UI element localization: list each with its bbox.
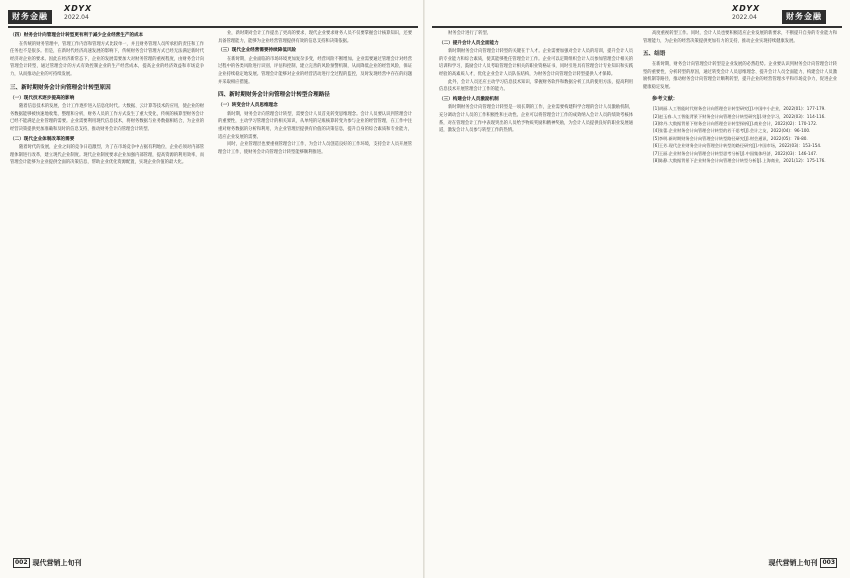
journal-section-label: 财务金融 xyxy=(8,10,52,24)
paragraph: 高度重视转型工作。同时，会计人员也要积极适应企业发展的新要求，不断提升自身的专业能力和管理能力，为企业的经营决策提供更加有力的支持，推动企业实现持续健康发展。 xyxy=(643,31,837,44)
subheading: （二）现代企业体制改革的需要 xyxy=(10,136,75,142)
subheading: （一）现代技术逐步提高的影响 xyxy=(10,95,75,101)
reference-item: [7]王丽.企业财务会计向管理会计转型思考分析[J].中国集体经济，2022(03)：146-147. xyxy=(653,150,818,156)
paragraph: 随着时代的发展，企业之间的竞争日趋激烈，为了在市场竞争中占据有利地位，企业必须对内部管理体制进行改革，建立现代企业制度。现代企业制度要求企业加强内部管理，提高资源的利用效率，而管理会计能够为企业提供全面的决策信息，帮助企业优化资源配置，实现企业价值的最大化。 xyxy=(10,145,204,166)
paragraph: 新时期，财务会计向管理会计转型，需要会计人员首先转变思维理念。会计人员要认识到管理会计的重要性，主动学习管理会计的相关知识，从单纯的记账核算转变为参与企业的经营管理，在工作中注重对财务数据的分析和利用，为企业管理层提供有价值的决策信息，提升自身的综合素质和专业能力，适应企业发展的需要。 xyxy=(218,111,412,140)
paragraph: 财务会计进行了转型。 xyxy=(448,31,491,36)
subheading: （三）现代企业经营需要持续降低风险 xyxy=(218,48,297,54)
paragraph: 同时，企业管理层也要重视管理会计工作，为会计人员创造良好的工作环境，支持会计人员开展管理会计工作，使财务会计向管理会计转型能够顺利推进。 xyxy=(218,142,412,155)
brand-mark: XDYX xyxy=(732,4,761,13)
reference-item: [6]王芳.现代企业财务会计向管理会计转型的路径研究[J].中国市场，2022(03)：153-154. xyxy=(653,143,822,149)
reference-item: [3]徐丹.大数据背景下财务会计向管理会计转型探析[J].商业会计，2022(02)：170-172. xyxy=(653,120,818,126)
right-page xyxy=(425,0,850,578)
subheading: （一）转变会计人员思维理念 xyxy=(218,103,278,109)
section-heading: 四、新时期财务会计向管理会计转型合理路径 xyxy=(218,92,330,99)
page-number: 002 xyxy=(15,559,28,566)
references-heading: 参考文献： xyxy=(652,95,678,102)
issue-number: 2022.04 xyxy=(732,14,757,21)
left-column-2 xyxy=(218,30,412,550)
paragraph: 新时期财务会计向管理会计转型的关键在于人才。企业需要加强对会计人员的培训，提升会计人员的专业能力和综合素质，使其能够胜任管理会计工作。企业可以定期组织会计人员参加管理会计相关的培训和学习，鼓励会计人员考取管理会计相关的职业资格证书，同时引进具有管理会计专业知识和实践经验的高素质人才，优化企业会计人员队伍结构，为财务会计向管理会计转型提供人才保障。 xyxy=(439,49,633,77)
subheading: （四）财务会计向管理会计转型更有利于减少企业经营生产的成本 xyxy=(10,33,144,38)
paragraph: 随着信息技术的发展，会计工作逐步进入信息化时代。大数据、云计算等技术的应用，使企业的财务数据能够被快速地收集、整理和分析，财务人员的工作方式发生了重大变化，传统的核算型财务会计已经不能满足企业管理的需要。企业需要利用现代信息技术，将财务数据与业务数据相结合，为企业的经营决策提供更加准确和及时的信息支持，推动财务会计向管理会计转型。 xyxy=(10,104,204,132)
right-footer xyxy=(768,556,840,570)
reference-item: [8]陈静.大数据背景下企业财务会计向管理会计转型分析[J].上海商业，2021(12)：175-176. xyxy=(653,158,826,163)
reference-item: [5]李明.新时期财务会计向管理会计转型路径研究[J].财会通讯，2022(05)：78-80. xyxy=(653,135,808,141)
paragraph: 在传统的财务管理中，管理工作内容和管理方式比较单一，并且财务管理人员所承担的责任和工作任务也不是很多。但是，在新时代经济高速发展的影响下，传统财务会计管理方式已经无法满足新时代经济对企业的要求。因此在经济新常态下，企业的发展需要加大对财务管理的重视程度，由财务会计向管理会计转型，通过管理会计的方式有效控制企业的生产经营成本，提高企业的经济效益和市场竞争力，从而推动企业的可持续发展。 xyxy=(10,41,204,77)
right-column-1 xyxy=(439,30,633,550)
reference-item: [4]张蕾.企业财务会计向管理会计转型的若干思考[J].会计之友，2022(04)：96-100. xyxy=(653,128,811,134)
paragraph: 在新时期，企业面临的市场环境更加复杂多变，经营风险不断增加。企业需要通过管理会计对经营过程中的各类风险进行识别、评估和控制，建立完善的风险预警机制，从而降低企业的经营风险，保证企业持续稳定地发展。管理会计能够对企业的经营活动进行全过程的监控，及时发现经营中存在的问题并采取相应措施。 xyxy=(218,56,412,85)
left-column-1 xyxy=(10,30,204,550)
paragraph: 此外，会计人员还应主动学习信息技术知识，掌握财务软件和数据分析工具的使用方法，提高利用信息技术开展管理会计工作的能力。 xyxy=(439,79,633,93)
reference-item: [2]赵玉春.人工智能背景下财务会计向管理会计转型研究[J].财会学习，2022(03)：114-116. xyxy=(653,113,826,119)
header-rule xyxy=(8,26,418,28)
issue-number: 2022.04 xyxy=(64,14,89,21)
publication-name: 现代营销上旬刊 xyxy=(768,559,818,567)
section-heading: 五、结语 xyxy=(643,51,666,58)
brand-mark: XDYX xyxy=(64,4,93,13)
subheading: （二）提升会计人员全面能力 xyxy=(439,40,499,46)
subheading: （三）构建会计人员激励机制 xyxy=(439,96,499,102)
publication-name: 现代营销上旬刊 xyxy=(32,559,82,567)
section-heading: 三、新时期财务会计向管理会计转型原因 xyxy=(10,84,111,91)
left-footer xyxy=(10,556,82,570)
reference-item: [1]胡丽.人工智能时代财务会计向管理会计转型研究[J].中国中小企业，2022(01)：177-179. xyxy=(653,106,826,112)
journal-section-label: 财务金融 xyxy=(782,10,826,24)
paragraph: 新时期财务会计向管理会计转型是一项长期的工作，企业需要构建科学合理的会计人员激励机制，充分调动会计人员的工作积极性和主动性。企业可以将管理会计工作的成效纳入会计人员的绩效考核体系，对在管理会计工作中表现突出的人员给予物质奖励和精神奖励，为会计人员提供良好的职业发展通道，激发会计人员参与转型工作的热情。 xyxy=(439,105,633,134)
page-number: 003 xyxy=(822,559,835,566)
paragraph: 在新时期，财务会计向管理会计转型是企业发展的必然趋势。企业要认识到财务会计向管理会计转型的重要性，分析转型的原因，通过转变会计人员思维理念、提升会计人员全面能力、构建会计人员激励机制等路径，推动财务会计向管理会计顺利转型，提升企业的经营管理水平和市场竞争力，促进企业健康稳定发展。 xyxy=(643,62,837,90)
header-rule xyxy=(432,26,842,28)
right-column-2 xyxy=(643,30,837,550)
paragraph: 业，新时期对会计工作提出了更高的要求，现代企业要求财务人员不仅要掌握会计核算知识，还要具备管理能力，能够为企业经营管理提供有效的信息支持和决策依据。 xyxy=(218,31,412,44)
